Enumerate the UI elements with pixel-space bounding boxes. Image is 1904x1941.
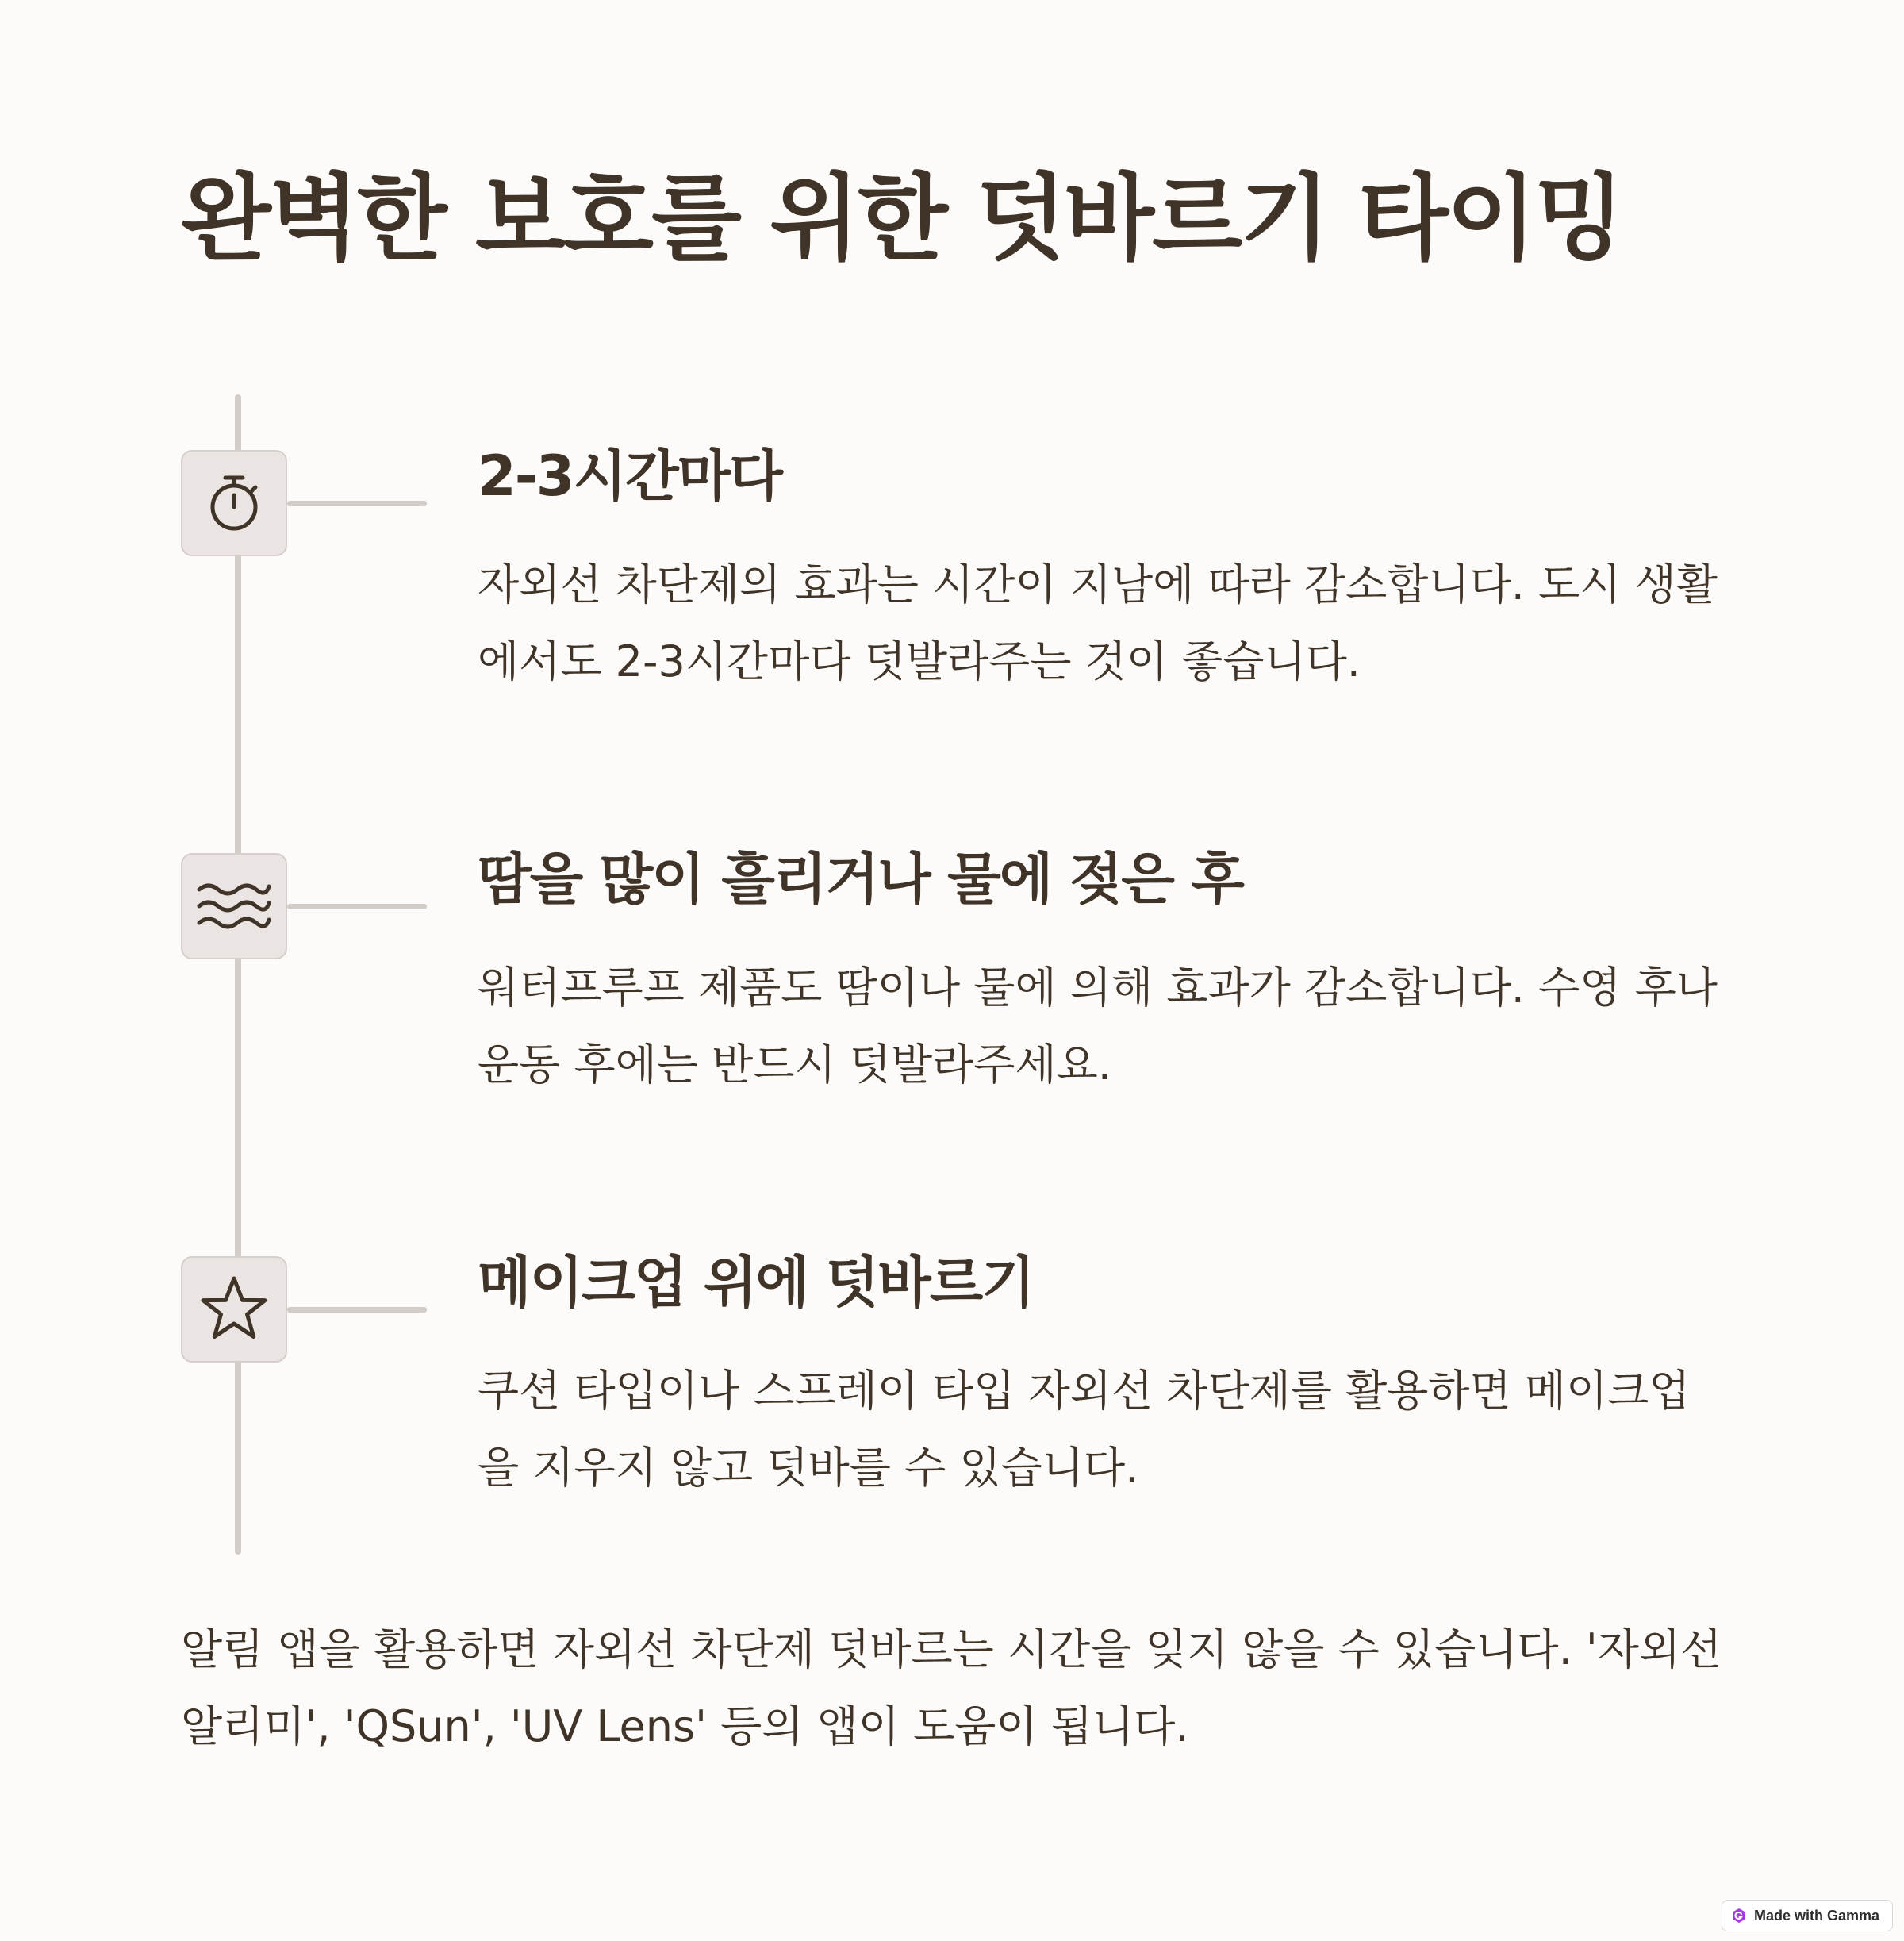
made-with-gamma-badge[interactable]: [1722, 1900, 1893, 1931]
timeline-icon-box: [181, 1256, 287, 1363]
star-icon: [198, 1274, 270, 1345]
item-heading: 2-3시간마다: [478, 444, 781, 509]
item-description: 워터프루프 제품도 땀이나 물에 의해 효과가 감소합니다. 수영 후나 운동 후에는 반드시 덧발라주세요.: [478, 963, 1718, 1090]
app-tip-note: 알림 앱을 활용하면 자외선 차단제 덧바르는 시간을 잊지 않을 수 있습니다. '자외선 알리미', 'QSun', 'UV Lens' 등의 앱이 도움이 됩니다.: [181, 1624, 1722, 1751]
timeline-line: [235, 394, 241, 1555]
item-description: 쿠션 타입이나 스프레이 타입 자외선 차단제를 활용하면 메이크업을 지우지 않고 덧바를 수 있습니다.: [478, 1366, 1691, 1493]
item-heading: 땀을 많이 흘리거나 물에 젖은 후: [478, 847, 1243, 912]
waves-icon: [196, 878, 272, 934]
timeline-connector: [287, 1307, 427, 1313]
timeline-connector: [287, 501, 427, 506]
item-heading: 메이크업 위에 덧바르기: [478, 1250, 1034, 1315]
item-description: 자외선 차단제의 효과는 시간이 지남에 따라 감소합니다. 도시 생활에서도 2-3시간마다 덧발라주는 것이 좋습니다.: [478, 559, 1718, 686]
timeline-icon-box: [181, 450, 287, 556]
page-title: 완벽한 보호를 위한 덧바르기 타이밍: [181, 163, 1623, 273]
timeline-connector: [287, 904, 427, 909]
stopwatch-icon: [202, 471, 266, 535]
gamma-logo-icon: [1732, 1908, 1746, 1924]
badge-label: Made with Gamma: [1753, 1907, 1879, 1924]
timeline-icon-box: [181, 853, 287, 959]
